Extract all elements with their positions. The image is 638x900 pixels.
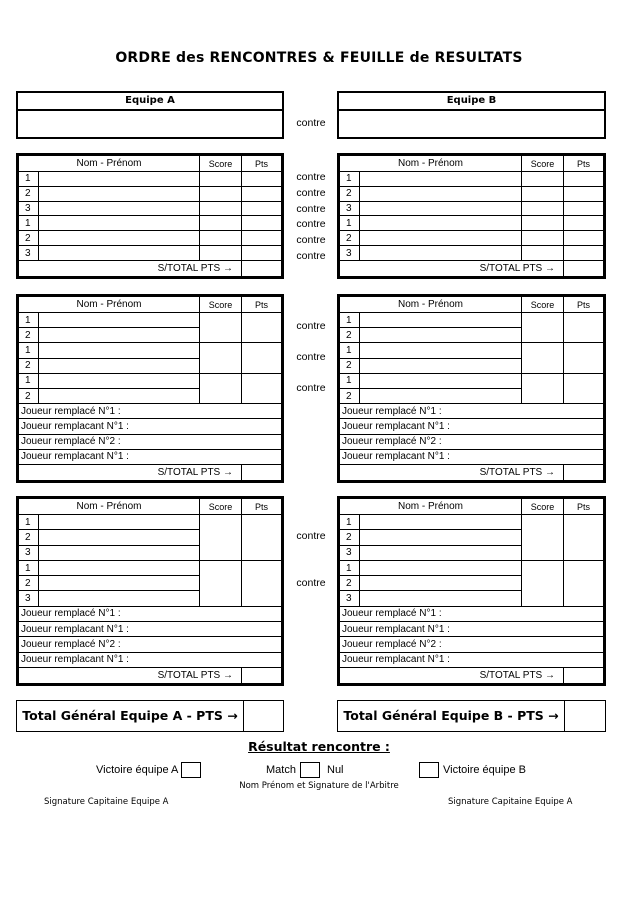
row-number: 2 [340, 530, 360, 545]
score-field[interactable] [200, 231, 242, 246]
row-number: 2 [340, 358, 360, 373]
player-name-field[interactable] [39, 186, 200, 201]
player-name-field[interactable] [39, 388, 200, 403]
match-label: Match [266, 764, 296, 776]
player-name-field[interactable] [39, 373, 200, 388]
score-field[interactable] [200, 246, 242, 261]
subtotal-field[interactable] [242, 465, 282, 481]
score-field[interactable] [200, 313, 242, 343]
player-name-field[interactable] [360, 172, 522, 187]
player-name-field[interactable] [360, 246, 522, 261]
player-name-field[interactable] [360, 515, 522, 530]
subtotal-field[interactable] [242, 261, 282, 277]
pts-field[interactable] [242, 186, 282, 201]
score-header: Score [522, 499, 564, 515]
section3-team-b-table [337, 496, 606, 686]
subtotal-label: S/TOTAL PTS → [19, 465, 242, 481]
player-name-field[interactable] [360, 343, 522, 358]
substitute-field[interactable]: Joueur remplacant N°1 : [19, 622, 282, 637]
name-header: Nom - Prénom [19, 499, 200, 515]
player-name-field[interactable] [360, 216, 522, 231]
pts-field[interactable] [564, 172, 604, 187]
pts-field[interactable] [564, 560, 604, 606]
row-number: 2 [19, 530, 39, 545]
score-field[interactable] [200, 515, 242, 561]
substitute-field[interactable]: Joueur remplacé N°1 : [340, 404, 604, 419]
substitute-field[interactable]: Joueur remplacé N°2 : [19, 637, 282, 652]
player-name-field[interactable] [360, 231, 522, 246]
pts-field[interactable] [242, 216, 282, 231]
player-name-field[interactable] [39, 201, 200, 216]
player-name-field[interactable] [360, 545, 522, 560]
team-b-box [337, 91, 606, 139]
name-header: Nom - Prénom [340, 297, 522, 313]
row-number: 2 [340, 186, 360, 201]
row-number: 1 [340, 343, 360, 358]
pts-header: Pts [242, 156, 282, 172]
row-number: 1 [19, 313, 39, 328]
score-header: Score [522, 156, 564, 172]
score-field[interactable] [522, 172, 564, 187]
contre-label: contre [296, 203, 326, 215]
pts-header: Pts [242, 297, 282, 313]
row-number: 1 [19, 216, 39, 231]
pts-field[interactable] [564, 201, 604, 216]
substitute-field[interactable]: Joueur remplacant N°1 : [340, 652, 604, 667]
score-header: Score [200, 499, 242, 515]
score-field[interactable] [522, 201, 564, 216]
player-name-field[interactable] [360, 328, 522, 343]
victory-b-label: Victoire équipe B [443, 764, 526, 776]
pts-header: Pts [564, 499, 604, 515]
substitute-field[interactable]: Joueur remplacant N°1 : [340, 419, 604, 434]
player-name-field[interactable] [39, 358, 200, 373]
player-name-field[interactable] [360, 576, 522, 591]
team-a-box [16, 91, 284, 139]
row-number: 1 [340, 515, 360, 530]
subtotal-field[interactable] [564, 465, 604, 481]
substitute-field[interactable]: Joueur remplacant N°1 : [340, 622, 604, 637]
row-number: 3 [340, 246, 360, 261]
row-number: 1 [340, 313, 360, 328]
section1-team-b-table [337, 153, 606, 279]
row-number: 3 [340, 545, 360, 560]
victory-b-checkbox[interactable] [419, 762, 439, 778]
row-number: 2 [19, 358, 39, 373]
substitute-field[interactable]: Joueur remplacé N°1 : [19, 606, 282, 621]
victory-a-checkbox[interactable] [181, 762, 201, 778]
subtotal-label: S/TOTAL PTS → [340, 261, 564, 277]
player-name-field[interactable] [360, 591, 522, 606]
row-number: 3 [340, 201, 360, 216]
subtotal-field[interactable] [564, 668, 604, 684]
total-team-b-label: Total Général Equipe B - PTS → [338, 701, 565, 731]
row-number: 1 [19, 343, 39, 358]
row-number: 2 [19, 388, 39, 403]
player-name-field[interactable] [39, 216, 200, 231]
player-name-field[interactable] [360, 201, 522, 216]
score-field[interactable] [522, 373, 564, 403]
contre-label: contre [296, 250, 326, 262]
player-name-field[interactable] [39, 343, 200, 358]
row-number: 1 [19, 172, 39, 187]
score-field[interactable] [200, 186, 242, 201]
score-field[interactable] [522, 313, 564, 343]
subtotal-field[interactable] [242, 668, 282, 684]
contre-label: contre [296, 234, 326, 246]
score-field[interactable] [522, 246, 564, 261]
name-header: Nom - Prénom [340, 499, 522, 515]
victory-a-label: Victoire équipe A [96, 764, 179, 776]
score-field[interactable] [200, 560, 242, 606]
player-name-field[interactable] [39, 530, 200, 545]
score-header: Score [522, 297, 564, 313]
name-header: Nom - Prénom [19, 297, 200, 313]
page-title: ORDRE des RENCONTRES & FEUILLE de RESULTATS [115, 50, 523, 66]
contre-label: contre [296, 577, 326, 589]
row-number: 3 [19, 201, 39, 216]
score-field[interactable] [522, 560, 564, 606]
total-team-a-label: Total Général Equipe A - PTS → [17, 701, 244, 731]
substitute-field[interactable]: Joueur remplacant N°1 : [19, 449, 282, 464]
score-field[interactable] [200, 172, 242, 187]
pts-header: Pts [564, 156, 604, 172]
substitute-field[interactable]: Joueur remplacé N°2 : [340, 637, 604, 652]
substitute-field[interactable]: Joueur remplacé N°1 : [19, 404, 282, 419]
player-name-field[interactable] [39, 246, 200, 261]
row-number: 1 [340, 560, 360, 575]
name-header: Nom - Prénom [19, 156, 200, 172]
score-field[interactable] [522, 343, 564, 373]
subtotal-label: S/TOTAL PTS → [340, 465, 564, 481]
pts-field[interactable] [242, 246, 282, 261]
row-number: 3 [340, 591, 360, 606]
pts-field[interactable] [242, 373, 282, 403]
score-field[interactable] [200, 343, 242, 373]
row-number: 2 [340, 576, 360, 591]
subtotal-label: S/TOTAL PTS → [19, 261, 242, 277]
pts-field[interactable] [242, 231, 282, 246]
section3-team-a-table [16, 496, 284, 686]
contre-label: contre [296, 117, 326, 129]
section1-team-a-table [16, 153, 284, 279]
row-number: 1 [19, 373, 39, 388]
pts-field[interactable] [564, 216, 604, 231]
pts-header: Pts [564, 297, 604, 313]
player-name-field[interactable] [39, 231, 200, 246]
row-number: 3 [19, 246, 39, 261]
row-number: 1 [19, 560, 39, 575]
section2-team-a-table [16, 294, 284, 483]
draw-checkbox[interactable] [300, 762, 320, 778]
captain-a-signature-label: Signature Capitaine Equipe A [44, 797, 169, 807]
pts-field[interactable] [242, 560, 282, 606]
row-number: 2 [19, 231, 39, 246]
row-number: 2 [340, 388, 360, 403]
row-number: 2 [19, 576, 39, 591]
row-number: 2 [340, 231, 360, 246]
player-name-field[interactable] [360, 313, 522, 328]
team-b-label: Equipe B [339, 93, 604, 111]
score-field[interactable] [522, 231, 564, 246]
player-name-field[interactable] [360, 358, 522, 373]
pts-field[interactable] [564, 231, 604, 246]
nul-label: Nul [327, 764, 344, 776]
contre-label: contre [296, 382, 326, 394]
pts-field[interactable] [242, 201, 282, 216]
total-team-a-box [16, 700, 284, 732]
substitute-field[interactable]: Joueur remplacant N°1 : [19, 652, 282, 667]
row-number: 2 [340, 328, 360, 343]
substitute-field[interactable]: Joueur remplacé N°2 : [340, 434, 604, 449]
row-number: 1 [340, 172, 360, 187]
pts-header: Pts [242, 499, 282, 515]
team-b-name-field[interactable] [339, 109, 604, 137]
row-number: 2 [19, 328, 39, 343]
contre-label: contre [296, 171, 326, 183]
row-number: 1 [340, 216, 360, 231]
pts-field[interactable] [564, 515, 604, 561]
contre-label: contre [296, 351, 326, 363]
pts-field[interactable] [564, 246, 604, 261]
substitute-field[interactable]: Joueur remplacant N°1 : [19, 419, 282, 434]
score-field[interactable] [200, 216, 242, 231]
row-number: 1 [340, 373, 360, 388]
score-header: Score [200, 297, 242, 313]
score-field[interactable] [522, 186, 564, 201]
substitute-field[interactable]: Joueur remplacé N°1 : [340, 606, 604, 621]
team-a-label: Equipe A [18, 93, 282, 111]
pts-field[interactable] [564, 373, 604, 403]
substitute-field[interactable]: Joueur remplacant N°1 : [340, 449, 604, 464]
score-field[interactable] [522, 216, 564, 231]
captain-b-signature-label: Signature Capitaine Equipe A [448, 797, 573, 807]
score-field[interactable] [200, 201, 242, 216]
player-name-field[interactable] [39, 515, 200, 530]
subtotal-field[interactable] [564, 261, 604, 277]
substitute-field[interactable]: Joueur remplacé N°2 : [19, 434, 282, 449]
player-name-field[interactable] [39, 591, 200, 606]
subtotal-label: S/TOTAL PTS → [340, 668, 564, 684]
section2-team-b-table [337, 294, 606, 483]
referee-signature-label: Nom Prénom et Signature de l'Arbitre [239, 781, 399, 791]
pts-field[interactable] [242, 343, 282, 373]
score-field[interactable] [522, 515, 564, 561]
contre-label: contre [296, 218, 326, 230]
player-name-field[interactable] [39, 172, 200, 187]
pts-field[interactable] [242, 515, 282, 561]
pts-field[interactable] [564, 313, 604, 343]
pts-field[interactable] [564, 186, 604, 201]
player-name-field[interactable] [360, 373, 522, 388]
subtotal-label: S/TOTAL PTS → [19, 668, 242, 684]
player-name-field[interactable] [39, 328, 200, 343]
pts-field[interactable] [564, 343, 604, 373]
pts-field[interactable] [242, 172, 282, 187]
row-number: 1 [19, 515, 39, 530]
total-team-b-field[interactable] [565, 701, 605, 731]
score-field[interactable] [200, 373, 242, 403]
player-name-field[interactable] [360, 388, 522, 403]
player-name-field[interactable] [360, 186, 522, 201]
team-a-name-field[interactable] [18, 109, 282, 137]
player-name-field[interactable] [360, 560, 522, 575]
player-name-field[interactable] [39, 545, 200, 560]
row-number: 2 [19, 186, 39, 201]
player-name-field[interactable] [39, 560, 200, 575]
player-name-field[interactable] [39, 576, 200, 591]
result-title: Résultat rencontre : [248, 739, 390, 754]
contre-label: contre [296, 530, 326, 542]
score-header: Score [200, 156, 242, 172]
player-name-field[interactable] [360, 530, 522, 545]
contre-label: contre [296, 320, 326, 332]
row-number: 3 [19, 545, 39, 560]
total-team-b-box [337, 700, 606, 732]
total-team-a-field[interactable] [244, 701, 283, 731]
row-number: 3 [19, 591, 39, 606]
contre-label: contre [296, 187, 326, 199]
pts-field[interactable] [242, 313, 282, 343]
name-header: Nom - Prénom [340, 156, 522, 172]
player-name-field[interactable] [39, 313, 200, 328]
